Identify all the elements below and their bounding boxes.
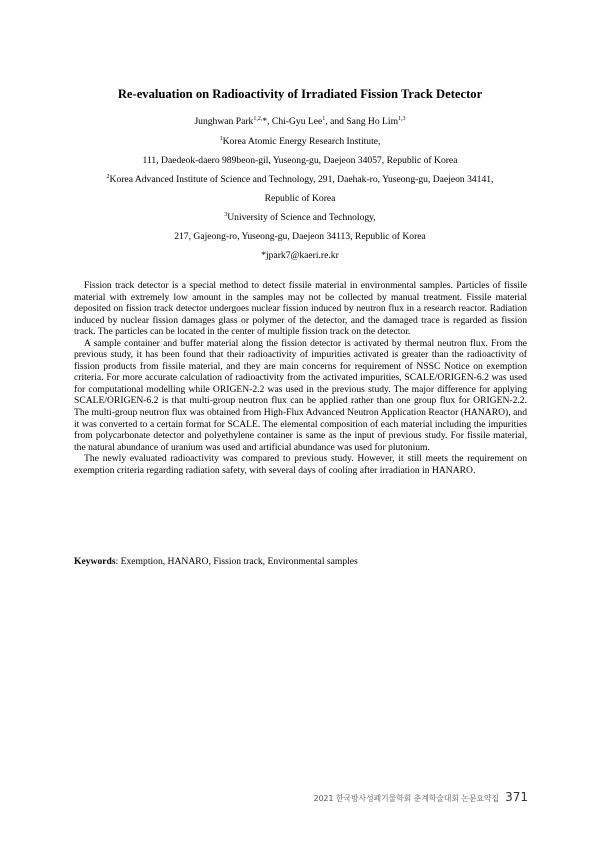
affiliation-3-address: 217, Gajeong-ro, Yuseong-gu, Daejeon 34113, Republic of Korea: [174, 231, 426, 242]
author-name: Sang Ho Lim: [346, 116, 399, 127]
corresponding-author-marker: *: [262, 116, 268, 127]
author-separator: ,: [267, 116, 272, 127]
affiliation-1-name: [0, 136, 600, 148]
keywords-label: Keywords: [74, 556, 116, 567]
affiliation-marker: 2: [106, 174, 110, 180]
proceedings-title: 2021 한국방사성폐기물학회 춘계학술대회 논문요약집: [313, 794, 500, 803]
affiliation-2-line-1: [0, 174, 600, 186]
keywords: [74, 556, 527, 568]
abstract: [74, 280, 527, 476]
affiliation-text: Korea Advanced Institute of Science and Technology, 291, Daehak-ro, Yuseong-gu, Daejeon 34141,: [109, 174, 494, 185]
author-name: Junghwan Park: [194, 116, 254, 127]
affiliation-marker: 3: [224, 212, 228, 218]
affiliation-1-address: 111, Daedeok-daero 989beon-gil, Yuseong-gu, Daejeon 34057, Republic of Korea: [142, 155, 458, 166]
email: *jpark7@kaeri.re.kr: [261, 250, 339, 261]
abstract-paragraph: The newly evaluated radioactivity was compared to previous study. However, it still meets the requirement on exemption criteria regarding radiation safety, with several days of cooling after irradiation in HANARO.: [74, 453, 527, 476]
abstract-paragraph: A sample container and buffer material along the fission detector is activated by thermal neutron flux. From the previous study, it has been found that their radioactivity of impurities activated is greater than the radioactivity of fission products from fissile material, and they are main concerns for requirement of NSSC Notice on exemption criteria. For more accurate calculation of radioactivity from the activated impurities, SCALE/ORIGEN-6.2 was used for computational modelling while ORIGEN-2.2 was used in the previous study. The major difference for applying SCALE/ORIGEN-6.2 is that multi-group neutron flux can be applied rather than one group flux for ORIGEN-2.2. The multi-group neutron flux was obtained from High-Flux Advanced Neutron Application Reactor (HANARO), and it was converted to a certain format for SCALE. The elemental composition of each material including the impurities from polycarbonate detector and polyethylene container is same as the input of previous study. For fissile material, the natural abundance of uranium was used and artificial abundance was used for plutonium.: [74, 337, 527, 453]
affiliation-text: University of Science and Technology,: [227, 212, 376, 223]
affiliation-text: Korea Atomic Energy Research Institute,: [222, 136, 381, 147]
author-affiliation-marker: 1: [322, 116, 326, 122]
affiliation-marker: 1: [219, 136, 223, 142]
author-affiliation-marker: 1,3: [398, 116, 406, 122]
author-separator: , and: [325, 116, 347, 127]
paper-title: Re-evaluation on Radioactivity of Irradiated Fission Track Detector: [117, 87, 483, 101]
abstract-paragraph: Fission track detector is a special method to detect fissile material in environmental samples. Particles of fissile material with extremely low amount in the samples may not be collected by manual treatment. Fissile material deposited on fission track detector undergoes nuclear fission induced by neutron flux in a research reactor. Radiation induced by nuclear fission damages glass or polymer of the detector, and the damaged trace is regarded as fission track. The particles can be located in the center of multiple fission track on the detector.: [74, 280, 527, 338]
affiliation-2-line-2: Republic of Korea: [264, 193, 336, 204]
keywords-text: : Exemption, HANARO, Fission track, Environmental samples: [115, 556, 358, 567]
affiliation-3-name: [0, 212, 600, 224]
author-name: Chi-Gyu Lee: [271, 116, 323, 127]
page-number: 371: [505, 790, 528, 804]
footer: [314, 790, 528, 804]
author-affiliation-marker: 1,2,: [253, 116, 263, 122]
author-line: [0, 116, 600, 128]
